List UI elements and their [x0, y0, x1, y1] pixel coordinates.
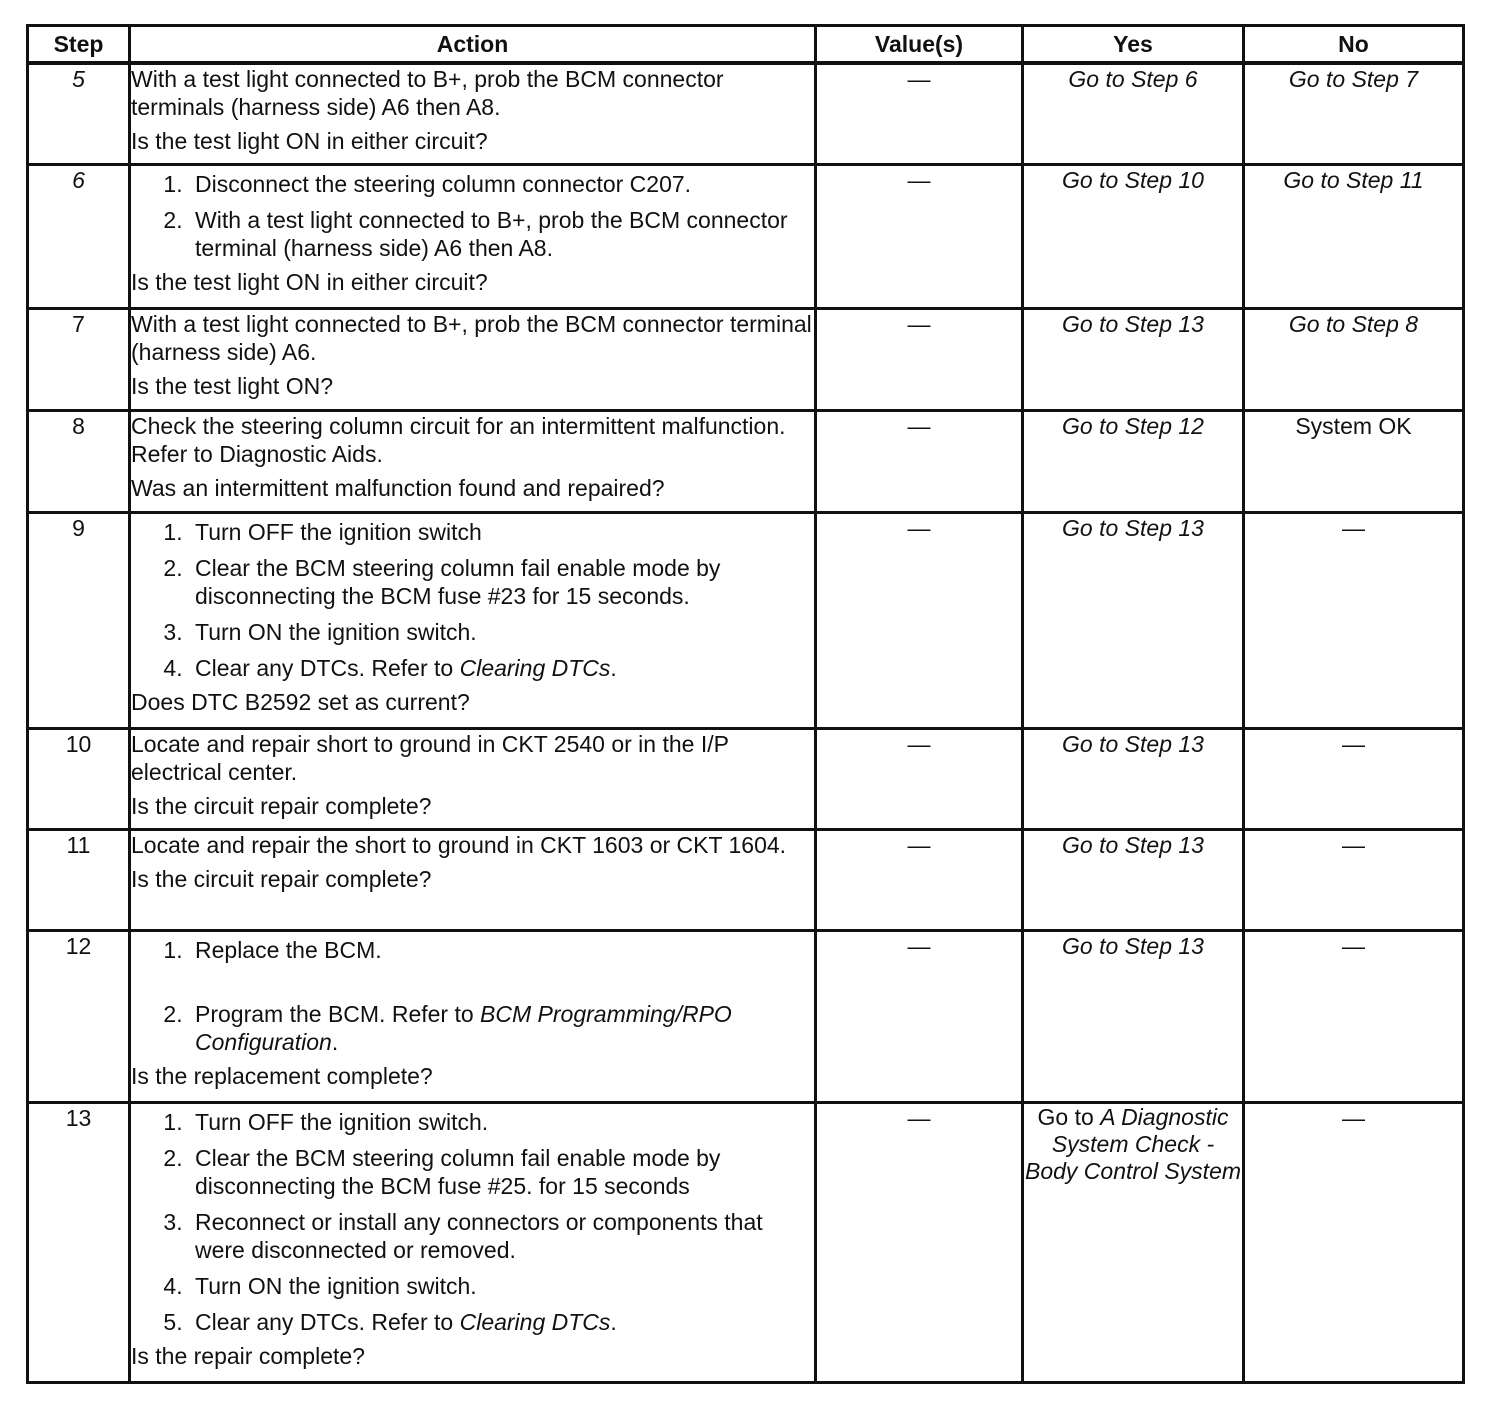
no-cell: —	[1244, 1102, 1464, 1382]
table-row	[28, 164, 1464, 308]
action-question: Is the replacement complete?	[131, 1062, 433, 1089]
diagnostic-table	[26, 24, 1465, 1384]
action-cell	[130, 1102, 816, 1382]
step-number: 9	[28, 512, 130, 728]
bcm-programming-reference: BCM Programming/RPO Configuration	[195, 1000, 732, 1055]
action-steps	[131, 1108, 814, 1336]
header-no: No	[1244, 26, 1464, 64]
action-step-item	[189, 1000, 814, 1056]
action-cell	[130, 728, 816, 829]
value-cell: —	[816, 829, 1023, 930]
action-text: Check the steering column circuit for an intermittent malfunction. Refer to Diagnostic Aids.	[131, 412, 786, 467]
action-text: Locate and repair the short to ground in CKT 1603 or CKT 1604.	[131, 831, 787, 858]
no-cell: —	[1244, 829, 1464, 930]
action-question: Is the circuit repair complete?	[131, 865, 432, 892]
step-number: 10	[28, 728, 130, 829]
value-cell: —	[816, 410, 1023, 512]
yes-cell: Go to Step 13	[1023, 308, 1244, 410]
action-question: Is the repair complete?	[131, 1342, 365, 1369]
table-row	[28, 930, 1464, 1102]
action-text: With a test light connected to B+, prob the BCM connector terminal (harness side) A6.	[131, 310, 812, 365]
action-step-item: 1. Replace the BCM.	[189, 936, 814, 964]
yes-cell: Go to Step 13	[1023, 512, 1244, 728]
action-question: Does DTC B2592 set as current?	[131, 688, 470, 715]
step-number: 6	[28, 164, 130, 308]
value-cell: —	[816, 164, 1023, 308]
step-number: 8	[28, 410, 130, 512]
action-step-item: 2. Clear the BCM steering column fail enable mode by disconnecting the BCM fuse #23 for 15 seconds.	[189, 554, 814, 610]
yes-cell: Go to Step 13	[1023, 930, 1244, 1102]
no-cell: System OK	[1244, 410, 1464, 512]
action-step-text: Clear any DTCs. Refer to	[195, 654, 460, 681]
action-step-text: .	[610, 1308, 617, 1335]
action-cell	[130, 930, 816, 1102]
action-step-text: .	[610, 654, 617, 681]
clearing-dtcs-reference: Clearing DTCs	[459, 654, 611, 681]
no-cell: —	[1244, 930, 1464, 1102]
action-question: Is the test light ON?	[131, 372, 333, 399]
yes-cell: Go to Step 13	[1023, 829, 1244, 930]
action-text: Locate and repair short to ground in CKT 2540 or in the I/P electrical center.	[131, 730, 729, 785]
table-row	[28, 410, 1464, 512]
yes-text: Go to	[1037, 1103, 1101, 1130]
yes-cell: Go to Step 13	[1023, 728, 1244, 829]
yes-cell: Go to Step 10	[1023, 164, 1244, 308]
action-question: Was an intermittent malfunction found and repaired?	[131, 474, 665, 501]
step-number: 12	[28, 930, 130, 1102]
action-question: Is the circuit repair complete?	[131, 792, 432, 819]
no-cell: Go to Step 8	[1244, 308, 1464, 410]
action-step-item: 3. Reconnect or install any connectors or components that were disconnected or removed.	[189, 1208, 814, 1264]
no-cell: —	[1244, 728, 1464, 829]
table-row	[28, 728, 1464, 829]
table-row	[28, 512, 1464, 728]
action-question: Is the test light ON in either circuit?	[131, 268, 488, 295]
action-cell	[130, 164, 816, 308]
action-cell	[130, 63, 816, 164]
no-cell: Go to Step 7	[1244, 63, 1464, 164]
action-question: Is the test light ON in either circuit?	[131, 128, 488, 154]
action-steps	[131, 936, 814, 1056]
value-cell: —	[816, 512, 1023, 728]
action-step-text: Clear any DTCs. Refer to	[195, 1308, 460, 1335]
action-step-text: Program the BCM. Refer to	[195, 1000, 481, 1027]
table-row	[28, 63, 1464, 164]
header-action: Action	[130, 26, 816, 64]
table-row	[28, 308, 1464, 410]
header-values: Value(s)	[816, 26, 1023, 64]
action-steps	[131, 170, 814, 262]
no-cell: Go to Step 11	[1244, 164, 1464, 308]
action-steps	[131, 518, 814, 682]
action-text: With a test light connected to B+, prob the BCM connector terminals (harness side) A6 then A8.	[131, 66, 724, 120]
yes-cell: Go to Step 6	[1023, 63, 1244, 164]
action-step-item	[189, 654, 814, 682]
step-number: 13	[28, 1102, 130, 1382]
yes-cell: Go to Step 12	[1023, 410, 1244, 512]
diagnostic-system-check-reference: A Diagnostic System Check - Body Control System	[1024, 1103, 1242, 1184]
action-step-item: 2. Clear the BCM steering column fail enable mode by disconnecting the BCM fuse #25. for 15 seconds	[189, 1144, 814, 1200]
header-row	[28, 26, 1464, 64]
action-cell	[130, 410, 816, 512]
action-cell	[130, 308, 816, 410]
value-cell: —	[816, 728, 1023, 829]
value-cell: —	[816, 930, 1023, 1102]
yes-cell	[1023, 1102, 1244, 1382]
action-step-item: 1. Turn OFF the ignition switch	[189, 518, 814, 546]
action-step-item: 1. Turn OFF the ignition switch.	[189, 1108, 814, 1136]
value-cell: —	[816, 1102, 1023, 1382]
step-number: 5	[28, 63, 130, 164]
action-cell	[130, 512, 816, 728]
table-row	[28, 1102, 1464, 1382]
action-cell	[130, 829, 816, 930]
action-step-item	[189, 1308, 814, 1336]
header-yes: Yes	[1023, 26, 1244, 64]
action-step-item: 2. With a test light connected to B+, prob the BCM connector terminal (harness side) A6 then A8.	[189, 206, 814, 262]
step-number: 7	[28, 308, 130, 410]
step-number: 11	[28, 829, 130, 930]
action-step-text: .	[331, 1028, 339, 1055]
value-cell: —	[816, 63, 1023, 164]
clearing-dtcs-reference: Clearing DTCs	[459, 1308, 611, 1335]
action-step-item: 3. Turn ON the ignition switch.	[189, 618, 814, 646]
action-step-item: 1. Disconnect the steering column connector C207.	[189, 170, 814, 198]
action-step-item: 4. Turn ON the ignition switch.	[189, 1272, 814, 1300]
header-step: Step	[28, 26, 130, 64]
value-cell: —	[816, 308, 1023, 410]
no-cell: —	[1244, 512, 1464, 728]
table-row	[28, 829, 1464, 930]
